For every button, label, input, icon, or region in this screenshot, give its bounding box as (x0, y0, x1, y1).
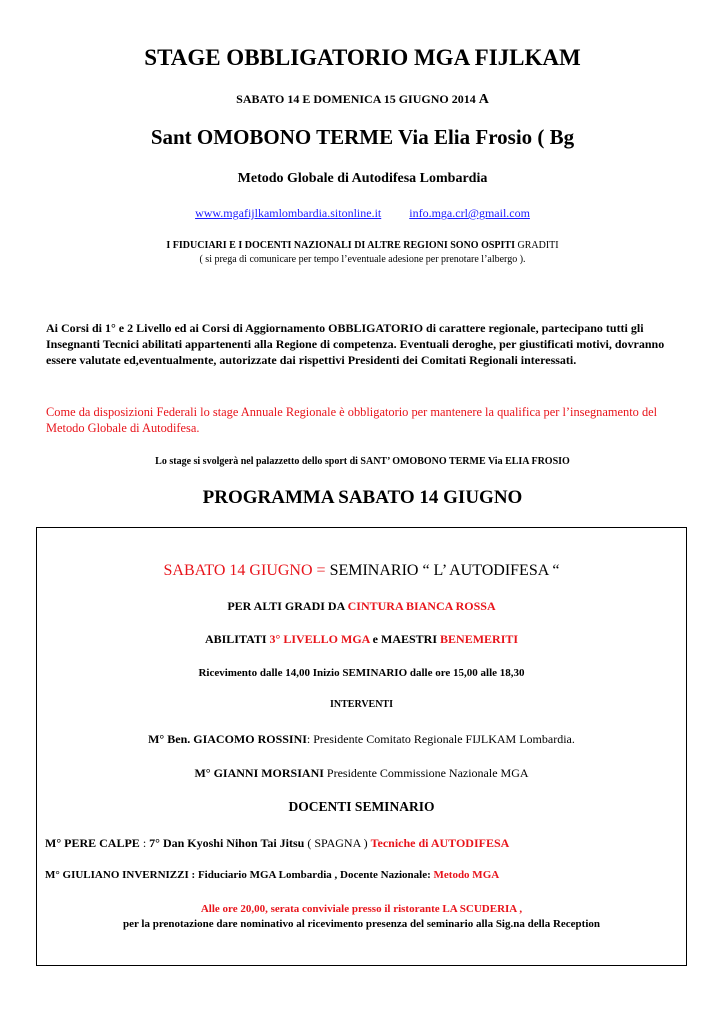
event-dates (0, 92, 725, 108)
speaker1-name: M° Ben. GIACOMO ROSSINI (148, 732, 307, 746)
seminar-day: SABATO 14 GIUGNO = (163, 562, 326, 579)
seminar-title (37, 562, 686, 580)
guests-notice-bold: I FIDUCIARI E I DOCENTI NAZIONALI DI ALTRE REGIONI SONO OSPITI (166, 240, 515, 251)
guests-notice (0, 240, 725, 251)
program-title: PROGRAMMA SABATO 14 GIUGNO (202, 487, 523, 508)
target-grades-prefix: PER ALTI GRADI DA (227, 599, 348, 613)
seminar-schedule: Ricevimento dalle 14,00 Inizio SEMINARIO dalle ore 15,00 alle 18,30 (198, 667, 525, 679)
target-grades (37, 599, 686, 614)
teacher-invernizzi (45, 869, 499, 881)
teacher2-topic: Metodo MGA (433, 869, 500, 881)
qualification-paragraph: Come da disposizioni Federali lo stage Annuale Regionale è obbligatorio per mantenere la qualifica per l’insegnamento del Metodo Globale di Autodifesa. (46, 405, 658, 435)
interventions-heading: INTERVENTI (330, 699, 393, 710)
speaker2-role: Presidente Commissione Nazionale MGA (323, 766, 529, 780)
reservation-notice: per la prenotazione dare nominativo al ricevimento presenza del seminario alla Sig.na della Reception (122, 918, 601, 930)
teacher1-country: ( SPAGNA ) (304, 836, 371, 850)
teacher1-sep: : (139, 836, 150, 850)
venue-paragraph: Lo stage si svolgerà nel palazzetto dello sport di SANT’ OMOBONO TERME Via ELIA FROSIO (155, 456, 570, 467)
seminar-name: SEMINARIO “ L’ AUTODIFESA “ (325, 562, 560, 579)
qualified-prefix: ABILITATI (204, 632, 270, 646)
participation-paragraph: Ai Corsi di 1° e 2 Livello ed ai Corsi di Aggiornamento OBBLIGATORIO di carattere regionale, partecipano tutti gli Insegnanti Tecnici abilitati appartenenti alla Regione di competenza. Eventuali deroghe, per giustificati motivi, dovranno essere valutate ed,eventualmente, autorizzate dai rispettivi Presidenti dei Comitati Regionali interessati. (46, 321, 665, 367)
website-link[interactable]: www.mgafijlkamlombardia.sitonline.it (195, 206, 382, 220)
teachers-heading: DOCENTI SEMINARIO (288, 799, 435, 814)
contact-links (0, 206, 725, 221)
speaker-rossini (37, 732, 686, 747)
guests-notice-regular: GRADITI (515, 240, 559, 251)
document-title: STAGE OBBLIGATORIO MGA FIJLKAM (144, 45, 581, 70)
qualified-mid: e MAESTRI (369, 632, 441, 646)
teacher1-name: M° PERE CALPE (45, 836, 140, 850)
organization-name: Metodo Globale di Autodifesa Lombardia (237, 171, 488, 186)
teacher2-sep: : (188, 869, 198, 881)
dinner-notice: Alle ore 20,00, serata conviviale presso il ristorante LA SCUDERIA , (200, 903, 523, 915)
teacher-calpe (45, 836, 509, 851)
event-dates-suffix: A (478, 92, 489, 107)
qualified-masters: BENEMERITI (440, 632, 519, 646)
email-link[interactable]: info.mga.crl@gmail.com (409, 206, 530, 220)
teacher2-role: Fiduciario MGA Lombardia , Docente Nazionale (197, 869, 428, 881)
event-dates-text: SABATO 14 E DOMENICA 15 GIUGNO 2014 (236, 92, 476, 106)
teacher1-topic: Tecniche di AUTODIFESA (370, 836, 510, 850)
speaker1-role: : Presidente Comitato Regionale FIJLKAM Lombardia. (306, 732, 575, 746)
teacher2-colon: : (427, 869, 434, 881)
event-location: Sant OMOBONO TERME Via Elia Frosio ( Bg (150, 125, 575, 149)
speaker-morsiani (37, 766, 686, 781)
target-grades-value: CINTURA BIANCA ROSSA (347, 599, 496, 613)
qualified-participants (37, 632, 686, 647)
teacher1-grade: 7° Dan Kyoshi Nihon Tai Jitsu (149, 836, 305, 850)
speaker2-name: M° GIANNI MORSIANI (194, 766, 324, 780)
program-box (36, 527, 687, 966)
booking-note: ( si prega di comunicare per tempo l’eventuale adesione per prenotare l’albergo ). (199, 254, 526, 265)
qualified-level: 3° LIVELLO MGA (269, 632, 370, 646)
teacher2-name: M° GIULIANO INVERNIZZI (45, 869, 189, 881)
